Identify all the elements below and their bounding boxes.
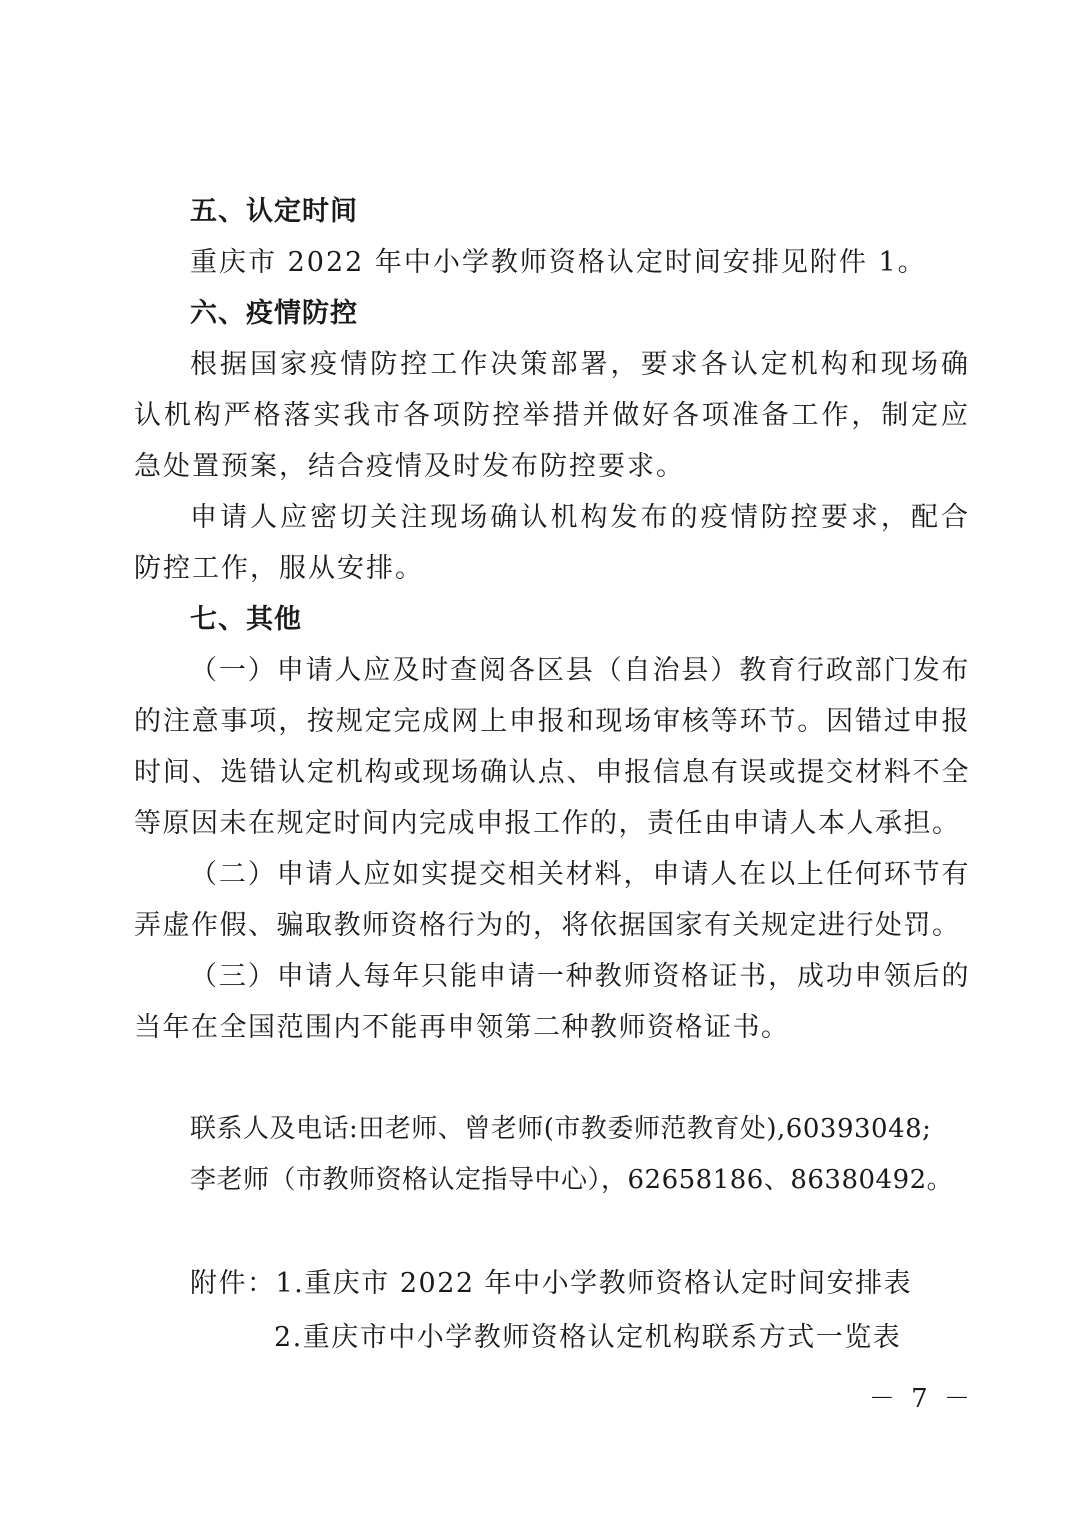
paragraph-other-3: （三）申请人每年只能申请一种教师资格证书，成功申领后的当年在全国范围内不能再申领第二种教师资格证书。 xyxy=(134,961,970,1043)
page-number: － 7 － xyxy=(868,1384,974,1414)
document-body xyxy=(134,186,970,1365)
attachment-2: 2.重庆市中小学教师资格认定机构联系方式一览表 xyxy=(274,1322,902,1353)
paragraph-other-1: （一）申请人应及时查阅各区县（自治县）教育行政部门发布的注意事项，按规定完成网上申报和现场审核等环节。因错过申报时间、选错认定机构或现场确认点、申报信息有误或提交材料不全等原因未在规定时间内完成申报工作的，责任由申请人本人承担。 xyxy=(134,655,970,839)
contact-line-2: 李老师（市教师资格认定指导中心），62658186、86380492。 xyxy=(190,1165,954,1195)
section-heading-recognition-time: 五、认定时间 xyxy=(190,196,358,227)
section-heading-other: 七、其他 xyxy=(190,604,302,635)
attachment-1: 附件：1.重庆市 2022 年中小学教师资格认定时间安排表 xyxy=(190,1268,913,1299)
blank-line xyxy=(134,1206,970,1257)
paragraph-recognition-time: 重庆市 2022 年中小学教师资格认定时间安排见附件 1。 xyxy=(190,247,927,278)
blank-line xyxy=(134,1053,970,1104)
paragraph-epidemic-control-1: 根据国家疫情防控工作决策部署，要求各认定机构和现场确认机构严格落实我市各项防控举措并做好各项准备工作，制定应急处置预案，结合疫情及时发布防控要求。 xyxy=(134,349,970,482)
contact-line-1: 联系人及电话:田老师、曾老师(市教委师范教育处),60393048; xyxy=(190,1114,932,1144)
paragraph-other-2: （二）申请人应如实提交相关材料，申请人在以上任何环节有弄虚作假、骗取教师资格行为的，将依据国家有关规定进行处罚。 xyxy=(134,859,970,941)
section-heading-epidemic-control: 六、疫情防控 xyxy=(190,298,358,329)
paragraph-epidemic-control-2: 申请人应密切关注现场确认机构发布的疫情防控要求，配合防控工作，服从安排。 xyxy=(134,502,970,584)
